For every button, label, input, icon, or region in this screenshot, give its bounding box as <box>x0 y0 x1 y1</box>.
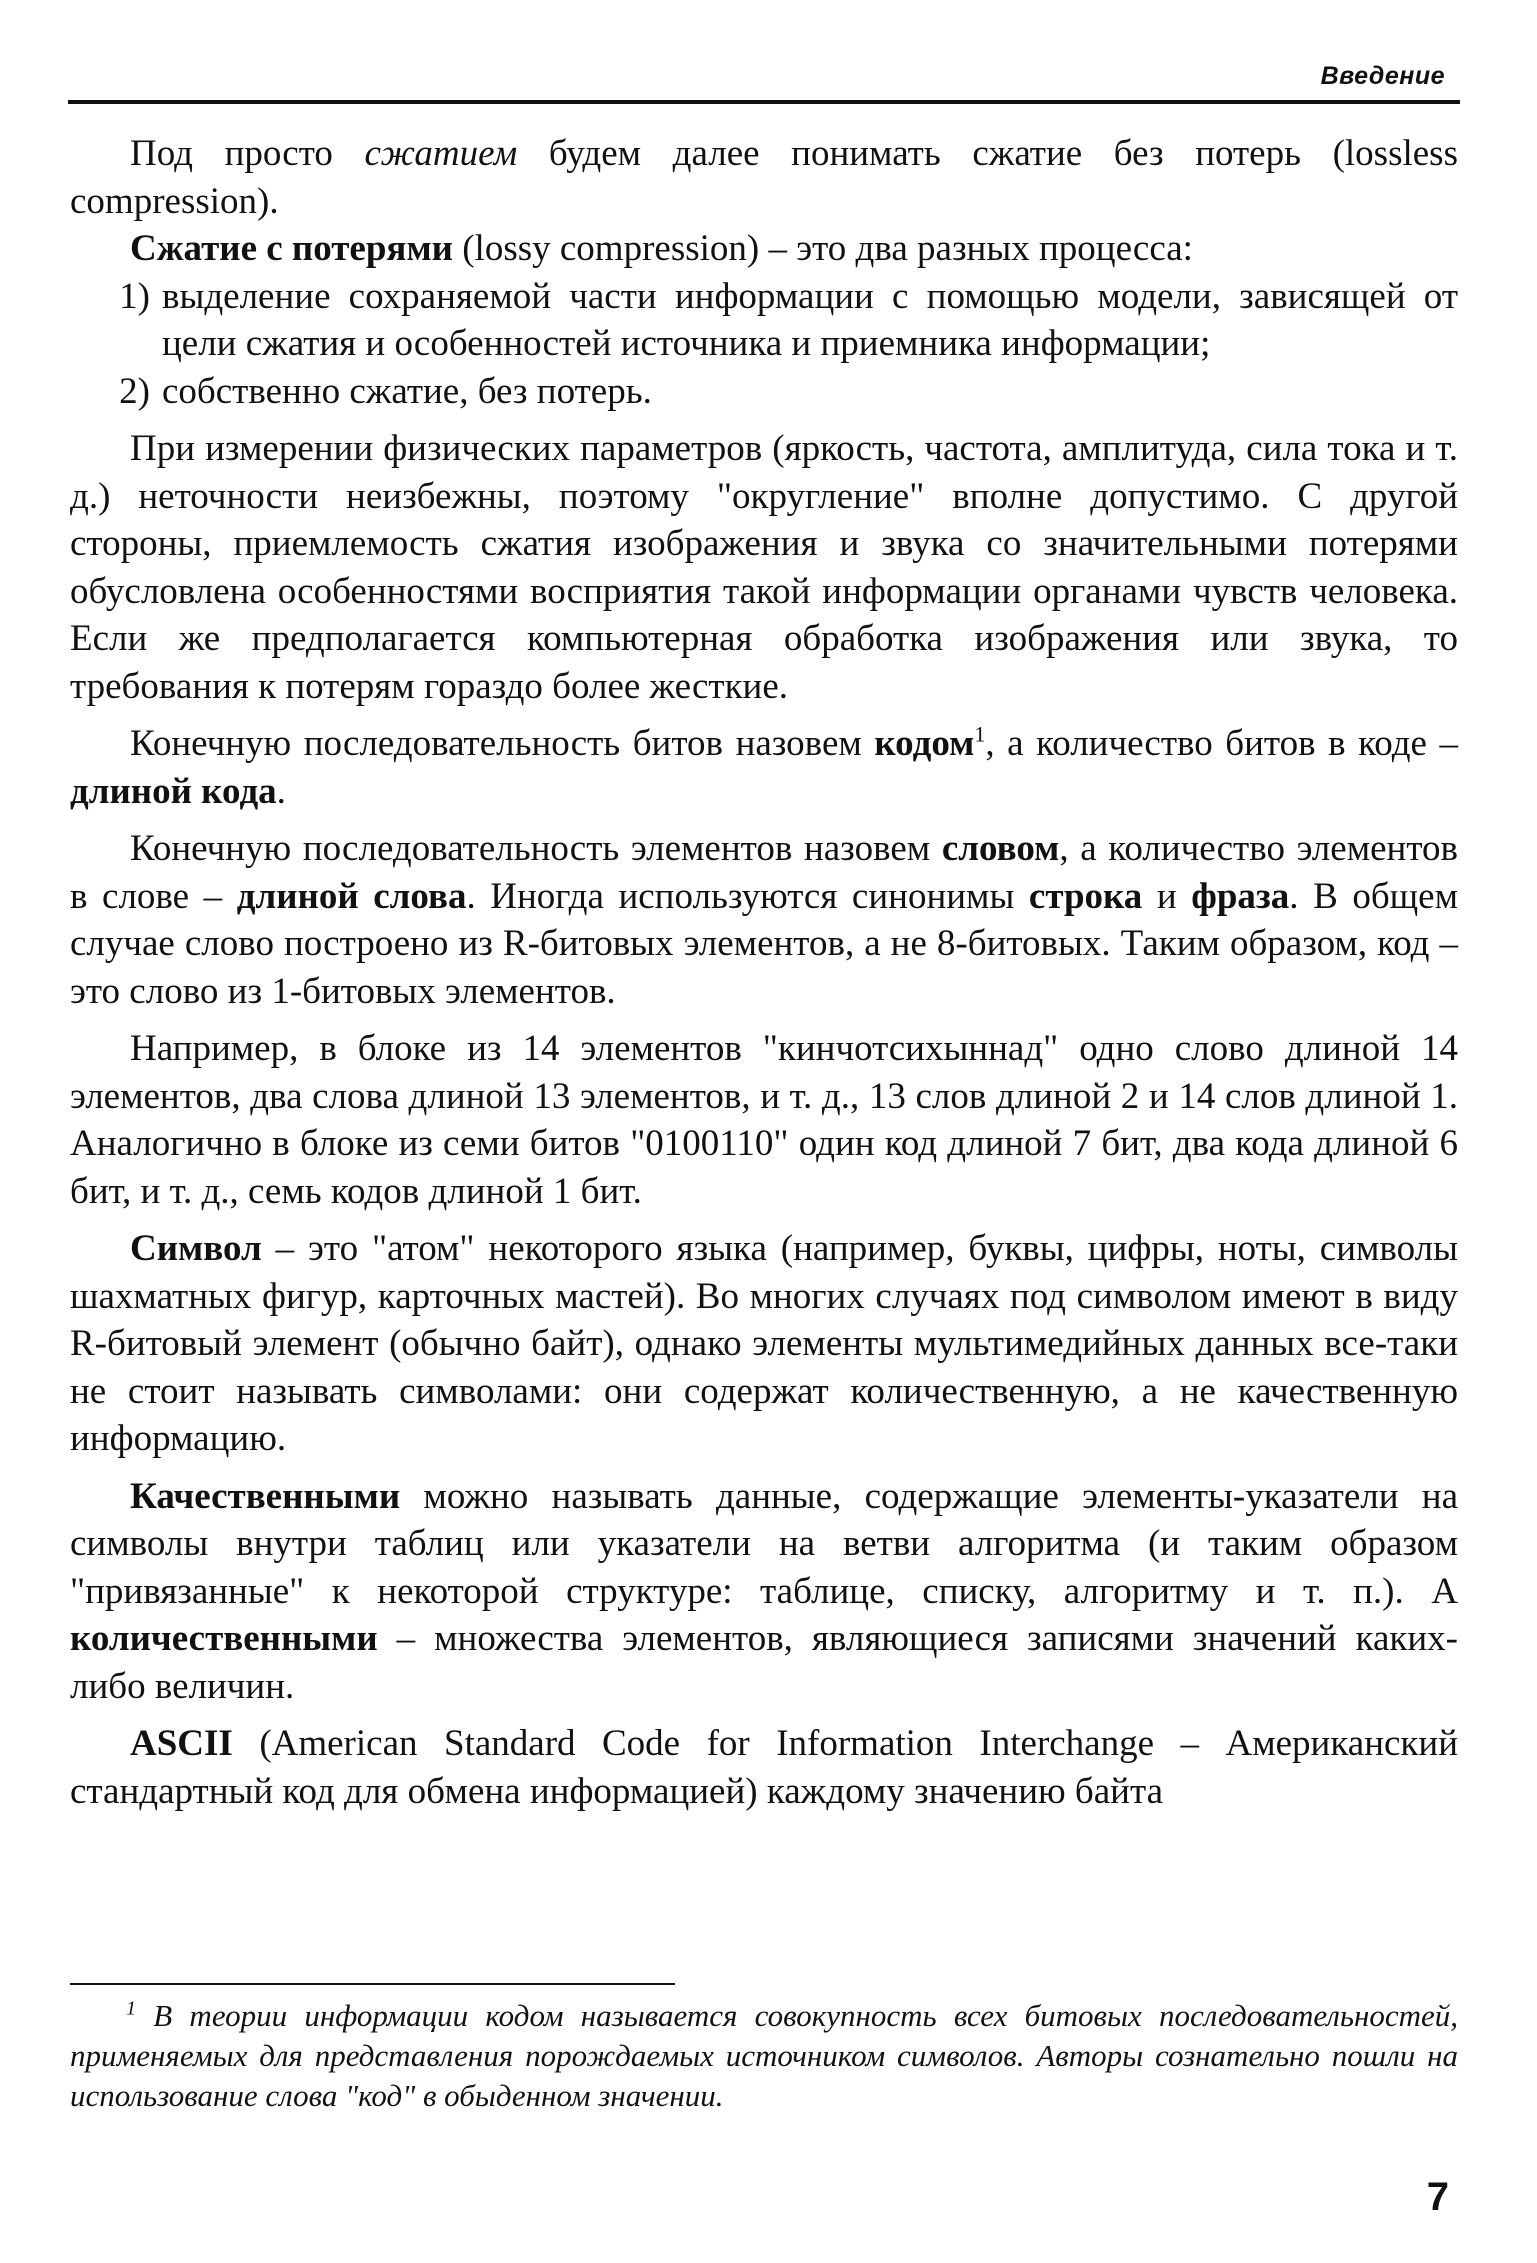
paragraph-symbol-definition <box>70 1225 1458 1463</box>
paragraph-text: можно называть данные, содержащие элементы-указатели на символы внутри таблиц или указатели на ветви алгоритма (и таким образом "привязанные" к некоторой структуре: таблице, списку, алгоритму и т. п.). А <box>70 1475 1458 1612</box>
paragraph-text: , а количество элементов в слове – <box>70 828 1458 917</box>
paragraph-text: , а количество битов в коде – <box>985 723 1458 764</box>
footnote-divider <box>70 1983 675 1985</box>
paragraph-text: (lossy compression) – это два разных процесса: <box>452 228 1193 269</box>
paragraph-text: Под просто <box>130 133 365 174</box>
term-word: словом <box>941 828 1060 869</box>
list-item <box>70 368 1458 416</box>
list-item <box>70 273 1458 368</box>
paragraph-text: – множества элементов, являющиеся записями значений каких-либо величин. <box>70 1618 1458 1707</box>
paragraph-code-definition <box>70 720 1458 815</box>
term-word-length: длиной слова <box>236 875 467 917</box>
paragraph-text: Конечную последовательность битов назовем <box>130 723 875 764</box>
paragraph-text: Например, в блоке из 14 элементов "кинчотсихыннад" одно слово длиной 14 элементов, два слова длиной 13 элементов, и т. д., 13 слов длиной 2 и 14 слов длиной 1. Аналогично в блоке из семи битов "0100110" один код длиной 7 бит, два кода длиной 6 бит, и т. д., семь кодов длиной 1 бит. <box>70 1028 1458 1212</box>
term-compression: сжатием <box>364 133 518 174</box>
term-lossy-compression: Сжатие с потерями <box>130 228 453 269</box>
paragraph-text: и <box>1142 875 1192 917</box>
term-string: строка <box>1028 875 1143 917</box>
list-item-text: собственно сжатие, без потерь. <box>162 370 652 412</box>
footnote-marker: 1 <box>126 1997 136 2020</box>
running-header-title: Введение <box>1320 62 1445 90</box>
term-qualitative: Качественными <box>130 1475 401 1517</box>
term-code: кодом <box>874 723 975 764</box>
lossy-process-list <box>70 273 1458 416</box>
term-code-length: длиной кода <box>70 770 277 812</box>
paragraph-text: – это "атом" некоторого языка (например, буквы, цифры, ноты, символы шахматных фигур, карточных мастей). Во многих случаях под символом имеют в виду R-битовый элемент (обычно байт), однако элементы мультимедийных данных все-таки не стоит называть символами: они содержат количественную, а не качественную информацию. <box>70 1228 1458 1459</box>
paragraph-text: . <box>276 770 286 812</box>
term-phrase: фраза <box>1191 875 1290 917</box>
paragraph-lossless-definition <box>70 130 1458 225</box>
footnote-text: В теории информации кодом называется совокупность всех битовых последовательностей, применяемых для представления порождаемых источником символов. Авторы сознательно пошли на использование слова "код" в обыденном значении. <box>70 1998 1458 2113</box>
list-marker: 2) <box>119 370 150 412</box>
paragraph-word-definition <box>70 825 1458 1015</box>
footnote <box>70 1996 1458 2116</box>
paragraph-text: . Иногда используются синонимы <box>466 875 1029 917</box>
paragraph-text: (American Standard Code for Information Interchange – Американский стандартный код для обмена информацией) каждому значению байта <box>70 1723 1458 1812</box>
paragraph-qualitative-quantitative <box>70 1473 1458 1711</box>
list-item-text: выделение сохраняемой части информации с помощью модели, зависящей от цели сжатия и особенностей источника и приемника информации; <box>162 275 1458 364</box>
page-number: 7 <box>1426 2175 1449 2219</box>
header-divider <box>68 100 1460 104</box>
footnote-reference: 1 <box>974 721 986 747</box>
paragraph-text: Конечную последовательность элементов назовем <box>130 828 942 869</box>
paragraph-text: будем далее понимать сжатие без потерь (lossless compression). <box>70 133 1458 222</box>
paragraph-text: . В общем случае слово построено из R-битовых элементов, а не 8-битовых. Таким образом, код – это слово из 1-битовых элементов. <box>70 875 1458 1012</box>
paragraph-text: При измерении физических параметров (яркость, частота, амплитуда, сила тока и т. д.) неточности неизбежны, поэтому "округление" вполне допустимо. С другой стороны, приемлемость сжатия изображения и звука со значительными потерями обусловлена особенностями восприятия такой информации органами чувств человека. Если же предполагается компьютерная обработка изображения или звука, то требования к потерям гораздо более жесткие. <box>70 428 1458 707</box>
list-marker: 1) <box>119 275 150 317</box>
term-ascii: ASCII <box>130 1723 233 1764</box>
paragraph-ascii <box>70 1720 1458 1815</box>
paragraph-example <box>70 1025 1458 1215</box>
term-symbol: Символ <box>130 1228 262 1269</box>
paragraph-lossy-definition <box>70 225 1458 273</box>
term-quantitative: количественными <box>70 1618 378 1659</box>
paragraph-measurement <box>70 425 1458 710</box>
page-body <box>70 130 1458 1815</box>
